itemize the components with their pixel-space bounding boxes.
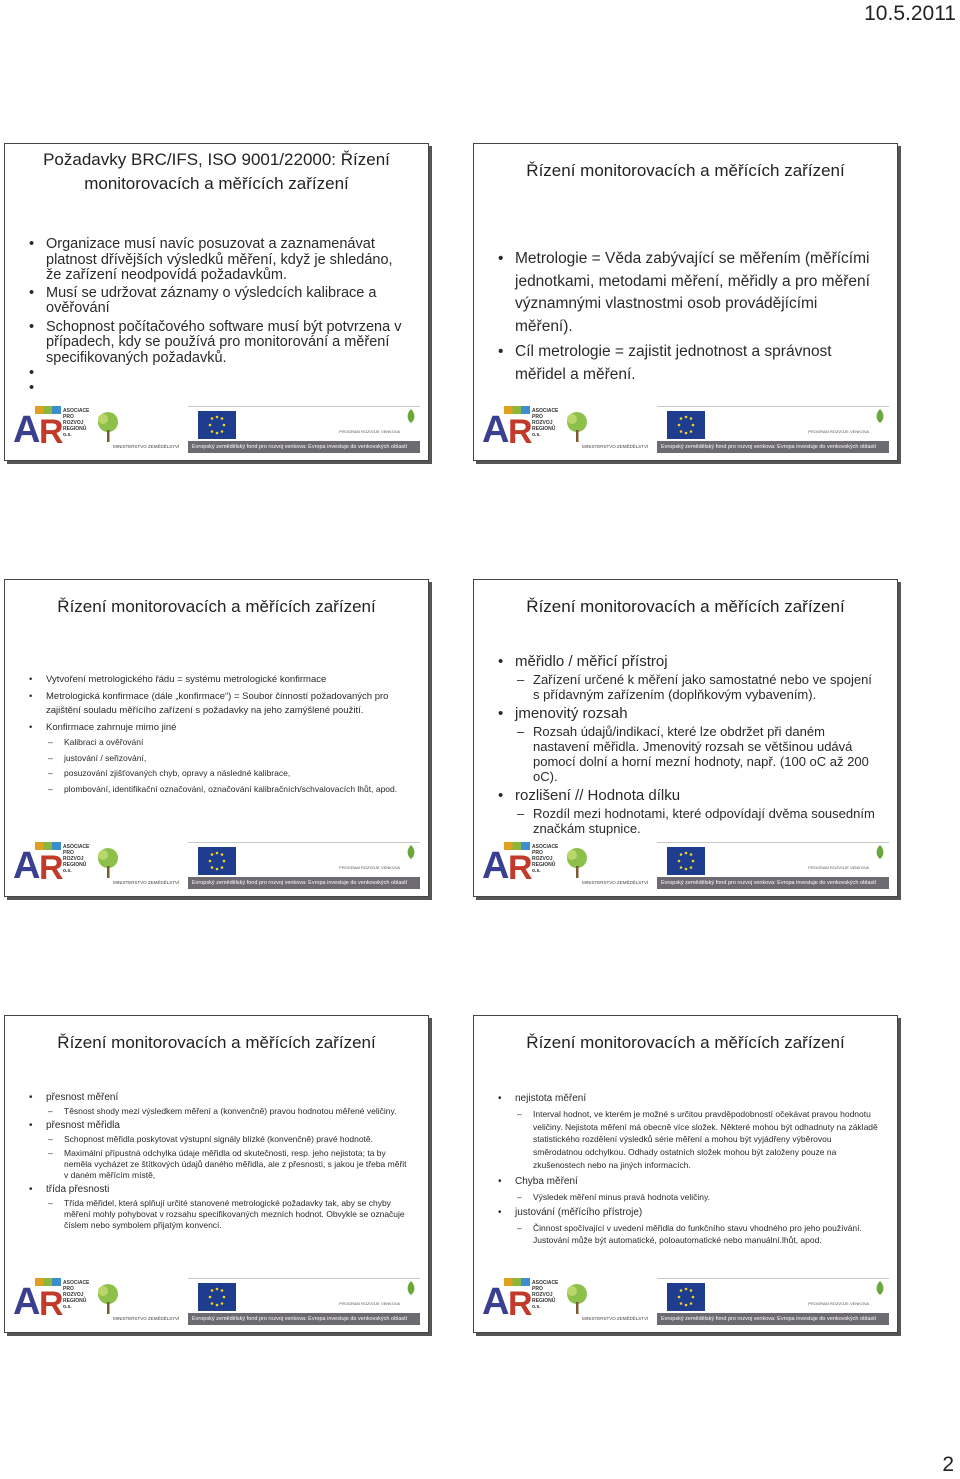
list-subitem: – posuzování zjišťovaných chyb, opravy a následné kalibrace, (64, 767, 410, 781)
sponsor-footer (482, 842, 889, 890)
slide-5 (4, 1015, 429, 1333)
list-subitem: – Rozsah údajů/indikací, které lze obdržet při daném nastavení měřidla. Jmenovitý rozsah se většinou udává pomocí dolní a horní mezní hodnoty, např. (100 oC až 200 oC). (533, 724, 879, 784)
list-item: • Chyba měření (515, 1176, 879, 1188)
slide-3 (4, 579, 429, 897)
list-subitem: – Maximální přípustná odchylka údaje měřidla od skutečnosti, resp. jeho nejistota; ta by neměla vycházet ze štítkových údajů daného měřidla, ale z přesnosti, s jakou je třeba měřit v daném měřícím místě, (64, 1148, 410, 1181)
eu-strip: Evropský zemědělský fond pro rozvoj venkova: Evropa investuje do venkovských oblastí (657, 441, 889, 453)
sponsor-footer (13, 1278, 420, 1326)
eu-strip: Evropský zemědělský fond pro rozvoj venkova: Evropa investuje do venkovských oblastí (188, 1313, 420, 1325)
eu-banner (657, 842, 889, 889)
ministry-label: MINISTERSTVO ZEMĚDĚLSTVÍ (113, 444, 180, 449)
ar-logo: A R ASOCIACE PRO ROZVOJ REGIONŮ o.s. (13, 1278, 93, 1324)
sponsor-footer (13, 842, 420, 890)
eu-banner (657, 1278, 889, 1325)
ar-text: ASOCIACE PRO ROZVOJ REGIONŮ o.s. (532, 1280, 559, 1310)
ministry-label: MINISTERSTVO ZEMĚDĚLSTVÍ (113, 1316, 180, 1321)
tree-icon (564, 1282, 590, 1316)
tree-icon (564, 410, 590, 444)
ar-text: ASOCIACE PRO ROZVOJ REGIONŮ o.s. (63, 844, 90, 874)
list-item: • Metrologická konfirmace (dále „konfirmace“) = Soubor činností požadovaných pro zajištění souladu měřícího zařízení s požadavky na jeho zamýšlené použití. (46, 690, 410, 719)
ministry-label: MINISTERSTVO ZEMĚDĚLSTVÍ (582, 1316, 649, 1321)
list-subitem: – Výsledek měření minus pravá hodnota veličiny. (533, 1191, 879, 1203)
eu-flag-icon (667, 411, 705, 439)
eu-flag-icon (198, 411, 236, 439)
tree-icon (564, 846, 590, 880)
list-item (46, 366, 410, 381)
ministry-label: MINISTERSTVO ZEMĚDĚLSTVÍ (582, 880, 649, 885)
list-item: • přesnost měřidla (46, 1120, 410, 1132)
ar-text: ASOCIACE PRO ROZVOJ REGIONŮ o.s. (63, 1280, 90, 1310)
list-item: • Schopnost počítačového software musí být potvrzena v případech, kdy se používá pro monitorování a měření specifikovaných požadavků. (46, 320, 410, 367)
program-label: PROGRAM ROZVOJE VENKOVA (808, 865, 869, 870)
slide-title: Řízení monitorovacích a měřících zařízení (526, 1033, 845, 1052)
list-item: • přesnost měření (46, 1092, 410, 1104)
eu-banner (188, 1278, 420, 1325)
program-label: PROGRAM ROZVOJE VENKOVA (339, 429, 400, 434)
eu-banner (188, 406, 420, 453)
ar-logo: A R ASOCIACE PRO ROZVOJ REGIONŮ o.s. (482, 1278, 562, 1324)
list-item: • Organizace musí navíc posuzovat a zaznamenávat platnost dřívějších výsledků měření, když je shledáno, že zařízení neodpovídá požadavkům. (46, 237, 410, 284)
leaf-icon (406, 845, 416, 859)
slide-title: Řízení monitorovacích a měřících zařízení (57, 597, 376, 616)
list-item: • Konfirmace zahrnuje mimo jiné (46, 721, 410, 736)
ar-text: ASOCIACE PRO ROZVOJ REGIONŮ o.s. (63, 408, 90, 438)
ministry-label: MINISTERSTVO ZEMĚDĚLSTVÍ (113, 880, 180, 885)
leaf-icon (875, 409, 885, 423)
list-subitem: – Zařízení určené k měření jako samostatné nebo ve spojení s přídavným zařízením (doplňkovým vybavením). (533, 672, 879, 702)
list-subitem: – Kalibraci a ověřování (64, 736, 410, 750)
list-subitem: – Třída měřidel, která splňují určité stanovené metrologické požadavky tak, aby se chyby měření mohly pohybovat v rozsahu specifikovaných mezních hodnot. Obvykle se označuje číslem nebo symbolem přijatým konvencí. (64, 1198, 410, 1231)
leaf-icon (875, 1281, 885, 1295)
ar-logo: A R ASOCIACE PRO ROZVOJ REGIONŮ o.s. (482, 406, 562, 452)
slide-4 (473, 579, 898, 897)
list-item (46, 381, 410, 391)
slide-6 (473, 1015, 898, 1333)
program-label: PROGRAM ROZVOJE VENKOVA (808, 429, 869, 434)
list-item: • Vytvoření metrologického řádu = systému metrologické konfirmace (46, 673, 410, 688)
list-item: • jmenovitý rozsah (515, 705, 879, 723)
ar-logo: A R ASOCIACE PRO ROZVOJ REGIONŮ o.s. (13, 406, 93, 452)
list-item: • měřidlo / měřicí přístroj (515, 653, 879, 671)
slide-title: Požadavky BRC/IFS, ISO 9001/22000: Řízení monitorovacích a měřících zařízení (43, 150, 390, 193)
sponsor-footer (482, 406, 889, 454)
eu-flag-icon (667, 1283, 705, 1311)
eu-strip: Evropský zemědělský fond pro rozvoj venkova: Evropa investuje do venkovských oblastí (188, 441, 420, 453)
list-item: • třída přesnosti (46, 1184, 410, 1196)
list-item: • Cíl metrologie = zajistit jednotnost a správnost měřidel a měření. (515, 341, 879, 386)
ministry-label: MINISTERSTVO ZEMĚDĚLSTVÍ (582, 444, 649, 449)
slide-title: Řízení monitorovacích a měřících zařízení (526, 161, 845, 180)
page-date: 10.5.2011 (864, 2, 956, 25)
eu-flag-icon (667, 847, 705, 875)
eu-banner (657, 406, 889, 453)
list-subitem: – Těsnost shody mezi výsledkem měření a (konvenčně) pravou hodnotou měřené veličiny. (64, 1106, 410, 1117)
list-item: • justování (měřícího přístroje) (515, 1207, 879, 1219)
list-item: • Musí se udržovat záznamy o výsledcích kalibrace a ověřování (46, 286, 410, 317)
program-label: PROGRAM ROZVOJE VENKOVA (339, 1301, 400, 1306)
list-item: • nejistota měření (515, 1093, 879, 1105)
eu-banner (188, 842, 420, 889)
eu-strip: Evropský zemědělský fond pro rozvoj venkova: Evropa investuje do venkovských oblastí (657, 1313, 889, 1325)
slide-1 (4, 143, 429, 461)
list-subitem: – Interval hodnot, ve kterém je možné s určitou pravděpodobností očekávat pravou hodnotu veličiny. Nejistota měření má obecně více složek. Některé mohou být odhadnuty na základě statistického rozdělení výsledků série měření a mohou být vyjádřeny výběrovou směrodatnou odchylkou. Odhady ostatních složek mohou být založeny pouze na zkušenostech nebo na jiných informacích. (533, 1108, 879, 1172)
ar-logo: A R ASOCIACE PRO ROZVOJ REGIONŮ o.s. (482, 842, 562, 888)
tree-icon (95, 846, 121, 880)
program-label: PROGRAM ROZVOJE VENKOVA (808, 1301, 869, 1306)
program-label: PROGRAM ROZVOJE VENKOVA (339, 865, 400, 870)
leaf-icon (406, 409, 416, 423)
list-subitem: – justování / seřizování, (64, 752, 410, 766)
ar-text: ASOCIACE PRO ROZVOJ REGIONŮ o.s. (532, 844, 559, 874)
list-item: • Metrologie = Věda zabývající se měřením (měřícími jednotkami, metodami měření, měřidly a pro měření významnými vlastnostmi osob provádějícími měření). (515, 248, 879, 338)
tree-icon (95, 410, 121, 444)
slide-2 (473, 143, 898, 461)
list-subitem: – Činnost spočívající v uvedení měřidla do funkčního stavu vhodného pro jeho používání. Justování může být automatické, poloautomatické nebo manuální.lhůt, apod. (533, 1222, 879, 1247)
eu-flag-icon (198, 1283, 236, 1311)
leaf-icon (406, 1281, 416, 1295)
list-subitem: – Rozdíl mezi hodnotami, které odpovídají dvěma sousedním značkám stupnice. (533, 806, 879, 836)
list-subitem: – plombování, identifikační označování, označování kalibračních/schvalovacích lhůt, apod. (64, 783, 410, 797)
slide-title: Řízení monitorovacích a měřících zařízení (526, 597, 845, 616)
sponsor-footer (482, 1278, 889, 1326)
ar-text: ASOCIACE PRO ROZVOJ REGIONŮ o.s. (532, 408, 559, 438)
tree-icon (95, 1282, 121, 1316)
eu-flag-icon (198, 847, 236, 875)
list-item: • rozlišení // Hodnota dílku (515, 787, 879, 805)
page-number: 2 (942, 1453, 954, 1476)
list-subitem: – Schopnost měřidla poskytovat výstupní signály blízké (konvenčně) pravé hodnotě. (64, 1134, 410, 1145)
eu-strip: Evropský zemědělský fond pro rozvoj venkova: Evropa investuje do venkovských oblastí (657, 877, 889, 889)
sponsor-footer (13, 406, 420, 454)
slide-title: Řízení monitorovacích a měřících zařízení (57, 1033, 376, 1052)
ar-logo: A R ASOCIACE PRO ROZVOJ REGIONŮ o.s. (13, 842, 93, 888)
leaf-icon (875, 845, 885, 859)
eu-strip: Evropský zemědělský fond pro rozvoj venkova: Evropa investuje do venkovských oblastí (188, 877, 420, 889)
